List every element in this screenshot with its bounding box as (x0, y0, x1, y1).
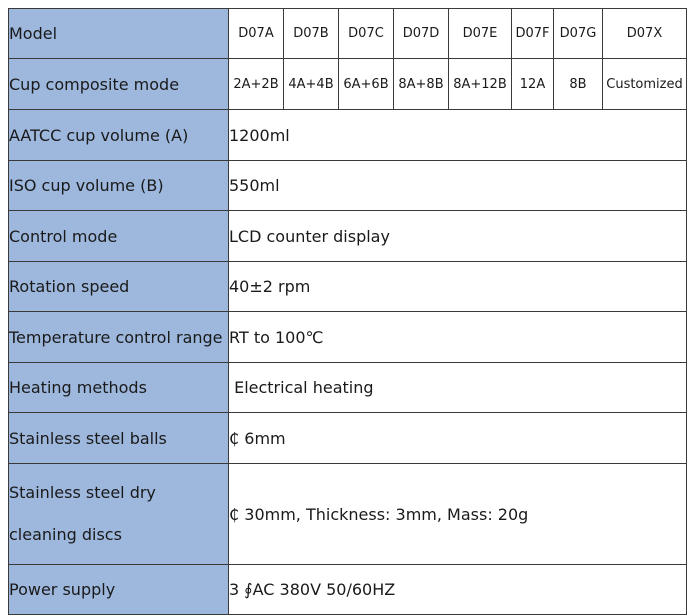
row-label: Power supply (9, 565, 229, 615)
row-value: 3 ∮AC 380V 50/60HZ (229, 565, 687, 615)
row-value: 40±2 rpm (229, 262, 687, 312)
cup-mode-cell: 6A+6B (339, 59, 394, 110)
cup-mode-label: Cup composite mode (9, 59, 229, 110)
table-row (9, 110, 687, 161)
cup-mode-cell: 8A+12B (449, 59, 512, 110)
cup-mode-row (9, 59, 687, 110)
row-value: 550ml (229, 161, 687, 211)
row-label: ISO cup volume (B) (9, 161, 229, 211)
cup-mode-cell: 12A (512, 59, 554, 110)
model-cell: D07X (603, 9, 687, 59)
row-label: Rotation speed (9, 262, 229, 312)
cup-mode-cell: Customized (603, 59, 687, 110)
row-value: RT to 100℃ (229, 312, 687, 363)
table-row (9, 413, 687, 464)
model-cell: D07E (449, 9, 512, 59)
table-row (9, 312, 687, 363)
model-cell: D07A (229, 9, 284, 59)
row-label: Control mode (9, 211, 229, 262)
model-cell: D07D (394, 9, 449, 59)
model-label: Model (9, 9, 229, 59)
model-cell: D07F (512, 9, 554, 59)
model-cell: D07G (554, 9, 603, 59)
row-label: Stainless steel balls (9, 413, 229, 464)
cup-mode-cell: 4A+4B (284, 59, 339, 110)
table-row (9, 211, 687, 262)
model-cell: D07C (339, 9, 394, 59)
row-value: ₵ 6mm (229, 413, 687, 464)
model-cell: D07B (284, 9, 339, 59)
table-row (9, 464, 687, 565)
cup-mode-cell: 8A+8B (394, 59, 449, 110)
row-label: Temperature control range (9, 312, 229, 363)
model-row (9, 9, 687, 59)
spec-table (8, 8, 687, 615)
row-value: Electrical heating (229, 363, 687, 413)
row-label: AATCC cup volume (A) (9, 110, 229, 161)
row-value: LCD counter display (229, 211, 687, 262)
row-label: Stainless steel dry cleaning discs (9, 464, 229, 565)
row-label: Heating methods (9, 363, 229, 413)
table-row (9, 363, 687, 413)
table-row (9, 262, 687, 312)
cup-mode-cell: 8B (554, 59, 603, 110)
row-value: 1200ml (229, 110, 687, 161)
table-row (9, 565, 687, 615)
cup-mode-cell: 2A+2B (229, 59, 284, 110)
row-value: ₵ 30mm, Thickness: 3mm, Mass: 20g (229, 464, 687, 565)
table-row (9, 161, 687, 211)
